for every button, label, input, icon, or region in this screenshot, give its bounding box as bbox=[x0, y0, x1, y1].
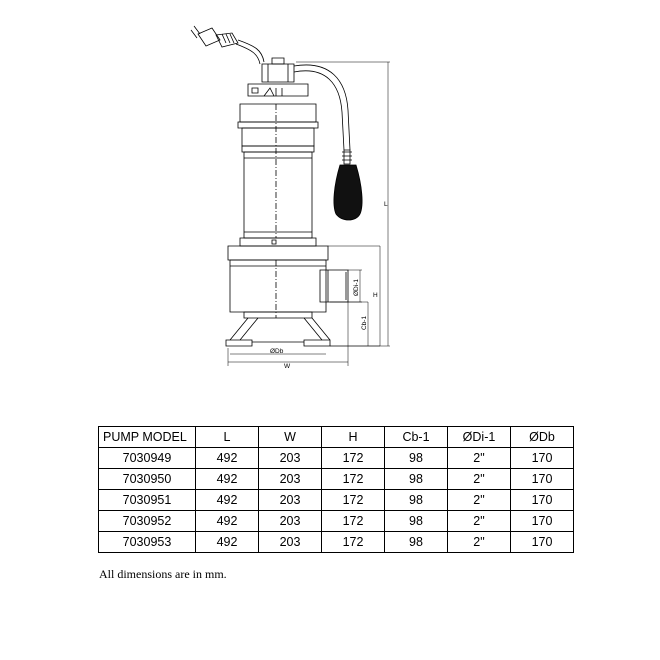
dim-label-db: ØDb bbox=[270, 348, 284, 355]
table-row bbox=[99, 448, 574, 469]
table-cell: 172 bbox=[322, 490, 385, 511]
column-header: ØDb bbox=[511, 427, 574, 448]
table-cell: 492 bbox=[196, 532, 259, 553]
table-header-row bbox=[99, 427, 574, 448]
table-cell: 7030950 bbox=[99, 469, 196, 490]
column-header: ØDi-1 bbox=[448, 427, 511, 448]
table-cell: 203 bbox=[259, 469, 322, 490]
table-cell: 170 bbox=[511, 490, 574, 511]
pump-head bbox=[248, 58, 308, 96]
table-cell: 2" bbox=[448, 511, 511, 532]
table-cell: 170 bbox=[511, 448, 574, 469]
dim-label-cb1: Cb-1 bbox=[361, 315, 368, 330]
table-cell: 98 bbox=[385, 532, 448, 553]
table-row bbox=[99, 532, 574, 553]
column-header: PUMP MODEL bbox=[99, 427, 196, 448]
float-switch bbox=[334, 165, 362, 220]
motor-housing bbox=[238, 104, 318, 246]
table-cell: 203 bbox=[259, 532, 322, 553]
float-switch-cable bbox=[294, 65, 352, 164]
pump-body bbox=[228, 246, 348, 318]
table-cell: 172 bbox=[322, 448, 385, 469]
table-cell: 203 bbox=[259, 511, 322, 532]
column-header: L bbox=[196, 427, 259, 448]
column-header: H bbox=[322, 427, 385, 448]
power-plug-icon bbox=[191, 26, 264, 64]
table-cell: 2" bbox=[448, 532, 511, 553]
pump-dimensions-table bbox=[98, 426, 574, 553]
dim-label-l: L bbox=[384, 201, 388, 208]
table-cell: 172 bbox=[322, 511, 385, 532]
table-cell: 492 bbox=[196, 469, 259, 490]
table-cell: 492 bbox=[196, 490, 259, 511]
table-cell: 98 bbox=[385, 490, 448, 511]
table-cell: 2" bbox=[448, 469, 511, 490]
dim-label-w: W bbox=[284, 363, 291, 370]
table-cell: 7030953 bbox=[99, 532, 196, 553]
table-cell: 172 bbox=[322, 469, 385, 490]
pump-base bbox=[226, 318, 330, 346]
table-cell: 7030951 bbox=[99, 490, 196, 511]
table-cell: 170 bbox=[511, 469, 574, 490]
table-cell: 492 bbox=[196, 448, 259, 469]
dim-label-di1: ØDi-1 bbox=[353, 279, 360, 296]
table-cell: 7030949 bbox=[99, 448, 196, 469]
table-cell: 2" bbox=[448, 490, 511, 511]
column-header: Cb-1 bbox=[385, 427, 448, 448]
table-cell: 98 bbox=[385, 469, 448, 490]
dimensions-note: All dimensions are in mm. bbox=[99, 567, 227, 581]
table-cell: 98 bbox=[385, 448, 448, 469]
table-cell: 203 bbox=[259, 448, 322, 469]
table-cell: 7030952 bbox=[99, 511, 196, 532]
table-cell: 170 bbox=[511, 511, 574, 532]
table-row bbox=[99, 469, 574, 490]
table-row bbox=[99, 511, 574, 532]
table-cell: 98 bbox=[385, 511, 448, 532]
table-cell: 170 bbox=[511, 532, 574, 553]
dim-label-h: H bbox=[373, 292, 378, 299]
table-cell: 172 bbox=[322, 532, 385, 553]
table-cell: 2" bbox=[448, 448, 511, 469]
table-cell: 492 bbox=[196, 511, 259, 532]
column-header: W bbox=[259, 427, 322, 448]
table-row bbox=[99, 490, 574, 511]
table-cell: 203 bbox=[259, 490, 322, 511]
